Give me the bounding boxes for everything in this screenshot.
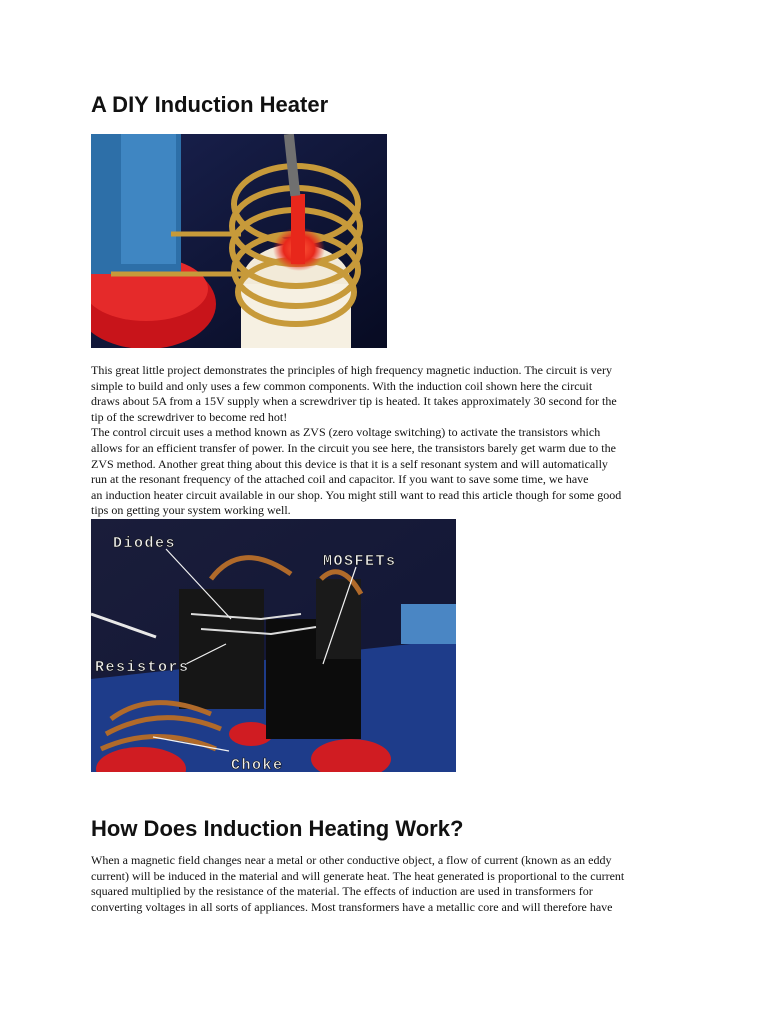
diodes-label: Diodes bbox=[113, 535, 177, 552]
induction-coil-photo bbox=[91, 134, 387, 348]
intro-paragraph: This great little project demonstrates the principles of high frequency magnetic induction. The circuit is very simple to build and only uses a few common components. With the induction coil shown here the circuit draws about 5A from a 15V supply when a screwdriver tip is heated. It takes approximately 30 second for the tip of the screwdriver to become red hot! The control circuit uses a method known as ZVS (zero voltage switching) to activate the transistors which allows for an efficient transfer of power. In the circuit you see here, the transistors barely get warm due to the ZVS method. Another great thing about this device is that it is a self resonant system and will automatically run at the resonant frequency of the attached coil and capacitor. If you want to save some time, we have an induction heater circuit available in our shop. You might still want to read this article though for some good tips on getting your system working well. bbox=[91, 363, 622, 518]
page-title: A DIY Induction Heater bbox=[91, 92, 329, 117]
section-title: How Does Induction Heating Work? bbox=[91, 816, 464, 841]
section-paragraph: When a magnetic field changes near a metal or other conductive object, a flow of current (known as an eddy current) will be induced in the material and will generate heat. The heat generated is proportional to the current squared multiplied by the resistance of the material. The effects of induction are used in transformers for converting voltages in all sorts of appliances. Most transformers have a metallic core and will therefore have bbox=[91, 853, 625, 914]
circuit-board-photo bbox=[91, 519, 456, 772]
mosfets-label: MOSFETs bbox=[323, 553, 397, 570]
resistors-label: Resistors bbox=[95, 659, 190, 676]
choke-label: Choke bbox=[231, 757, 284, 772]
